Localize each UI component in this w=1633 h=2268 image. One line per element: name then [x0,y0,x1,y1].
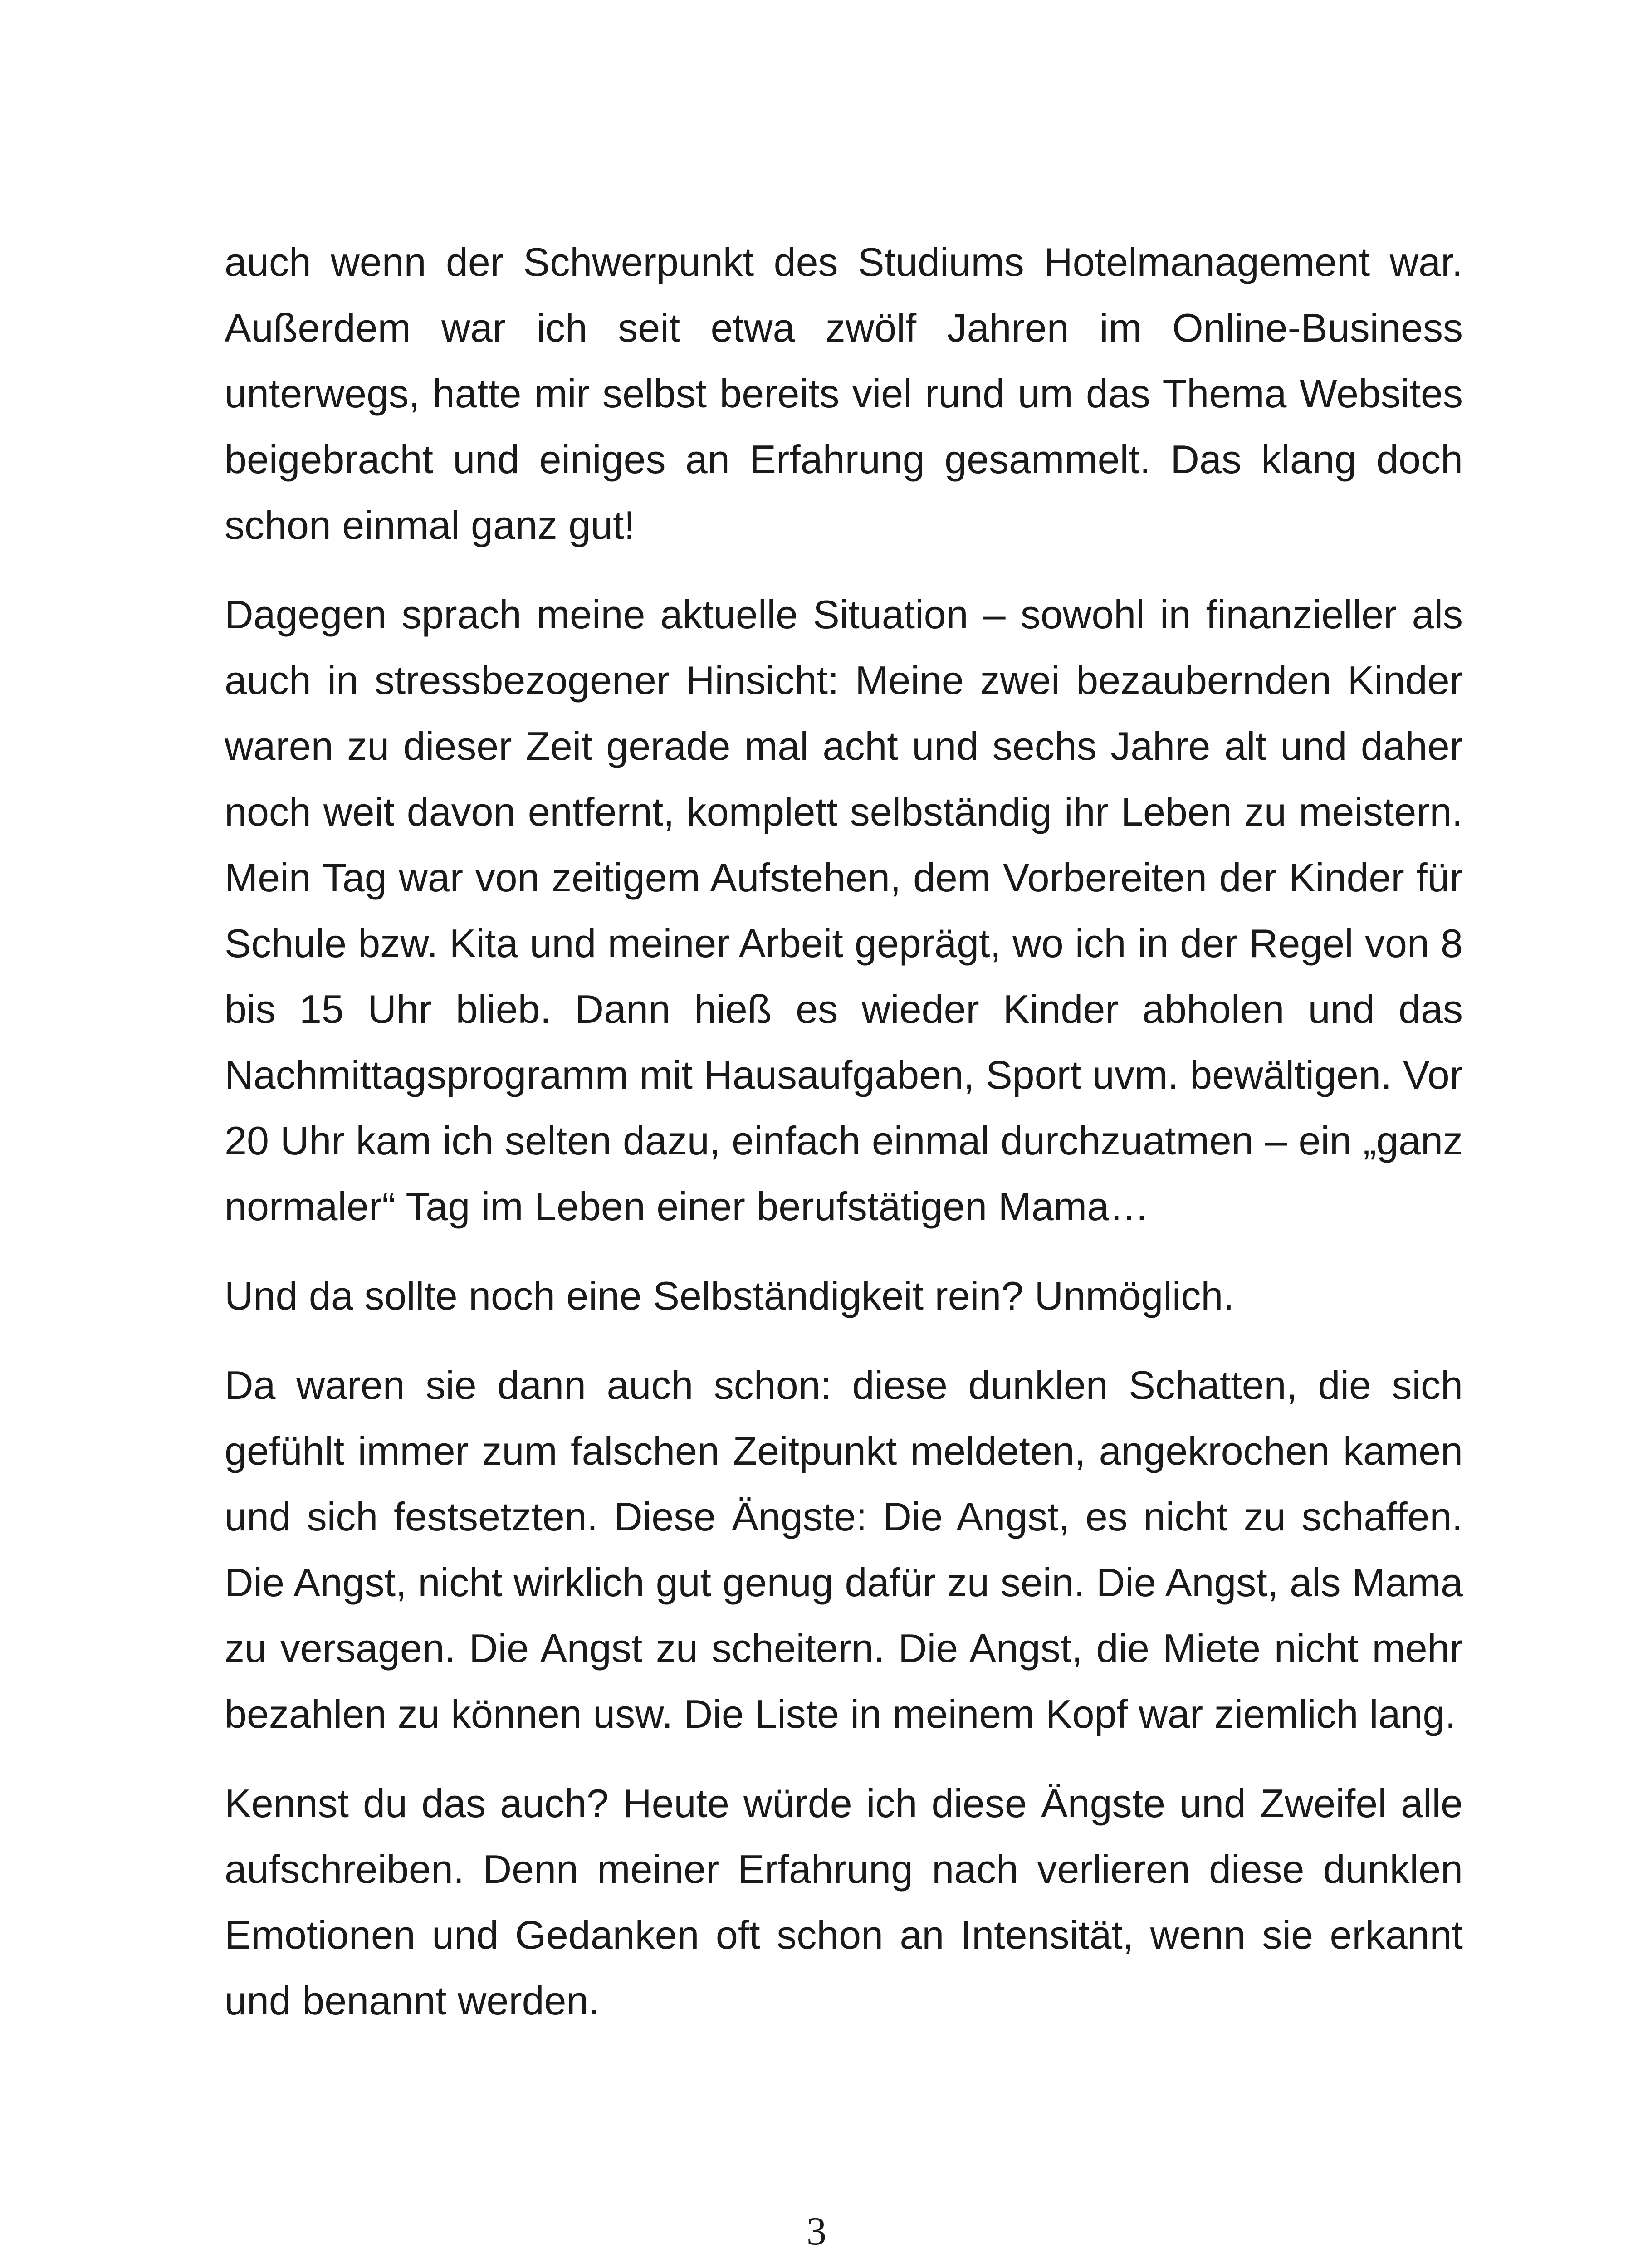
page-number: 3 [807,2209,826,2253]
paragraph-1: auch wenn der Schwerpunkt des Studiums Hotelmanagement war. Außerdem war ich seit etwa zwölf Jahren im Online-Business unterwegs, hatte mir selbst bereits viel rund um das Thema Websites beigebracht und einiges an Erfahrung gesammelt. Das klang doch schon einmal ganz gut! [225,240,1463,547]
paragraph-2: Dagegen sprach meine aktuelle Situation – sowohl in finanzieller als auch in stressbezogener Hinsicht: Meine zwei bezaubernden Kinder waren zu dieser Zeit gerade mal acht und sechs Jahre alt und daher noch weit davon entfernt, komplett selbständig ihr Leben zu meistern. Mein Tag war von zeitigem Aufstehen, dem Vorbereiten der Kinder für Schule bzw. Kita und meiner Arbeit geprägt, wo ich in der Regel von 8 bis 15 Uhr blieb. Dann hieß es wieder Kinder abholen und das Nachmittagsprogramm mit Hausaufgaben, Sport uvm. bewältigen. Vor 20 Uhr kam ich selten dazu, einfach einmal durchzuatmen – ein „ganz normaler“ Tag im Leben einer berufstätigen Mama… [225,592,1463,1229]
paragraph-4: Da waren sie dann auch schon: diese dunklen Schatten, die sich gefühlt immer zum falschen Zeitpunkt meldeten, angekrochen kamen und sich festsetzten. Diese Ängste: Die Angst, es nicht zu schaffen. Die Angst, nicht wirklich gut genug dafür zu sein. Die Angst, als Mama zu versagen. Die Angst zu scheitern. Die Angst, die Miete nicht mehr bezahlen zu können usw. Die Liste in meinem Kopf war ziemlich lang. [225,1363,1463,1736]
paragraph-5: Kennst du das auch? Heute würde ich diese Ängste und Zweifel alle aufschreiben. Denn meiner Erfahrung nach verlieren diese dunklen Emotionen und Gedanken oft schon an Intensität, wenn sie erkannt und benannt werden. [225,1781,1463,2023]
body-text [225,229,1463,2057]
paragraph-3: Und da sollte noch eine Selbständigkeit rein? Unmöglich. [225,1273,1234,1318]
